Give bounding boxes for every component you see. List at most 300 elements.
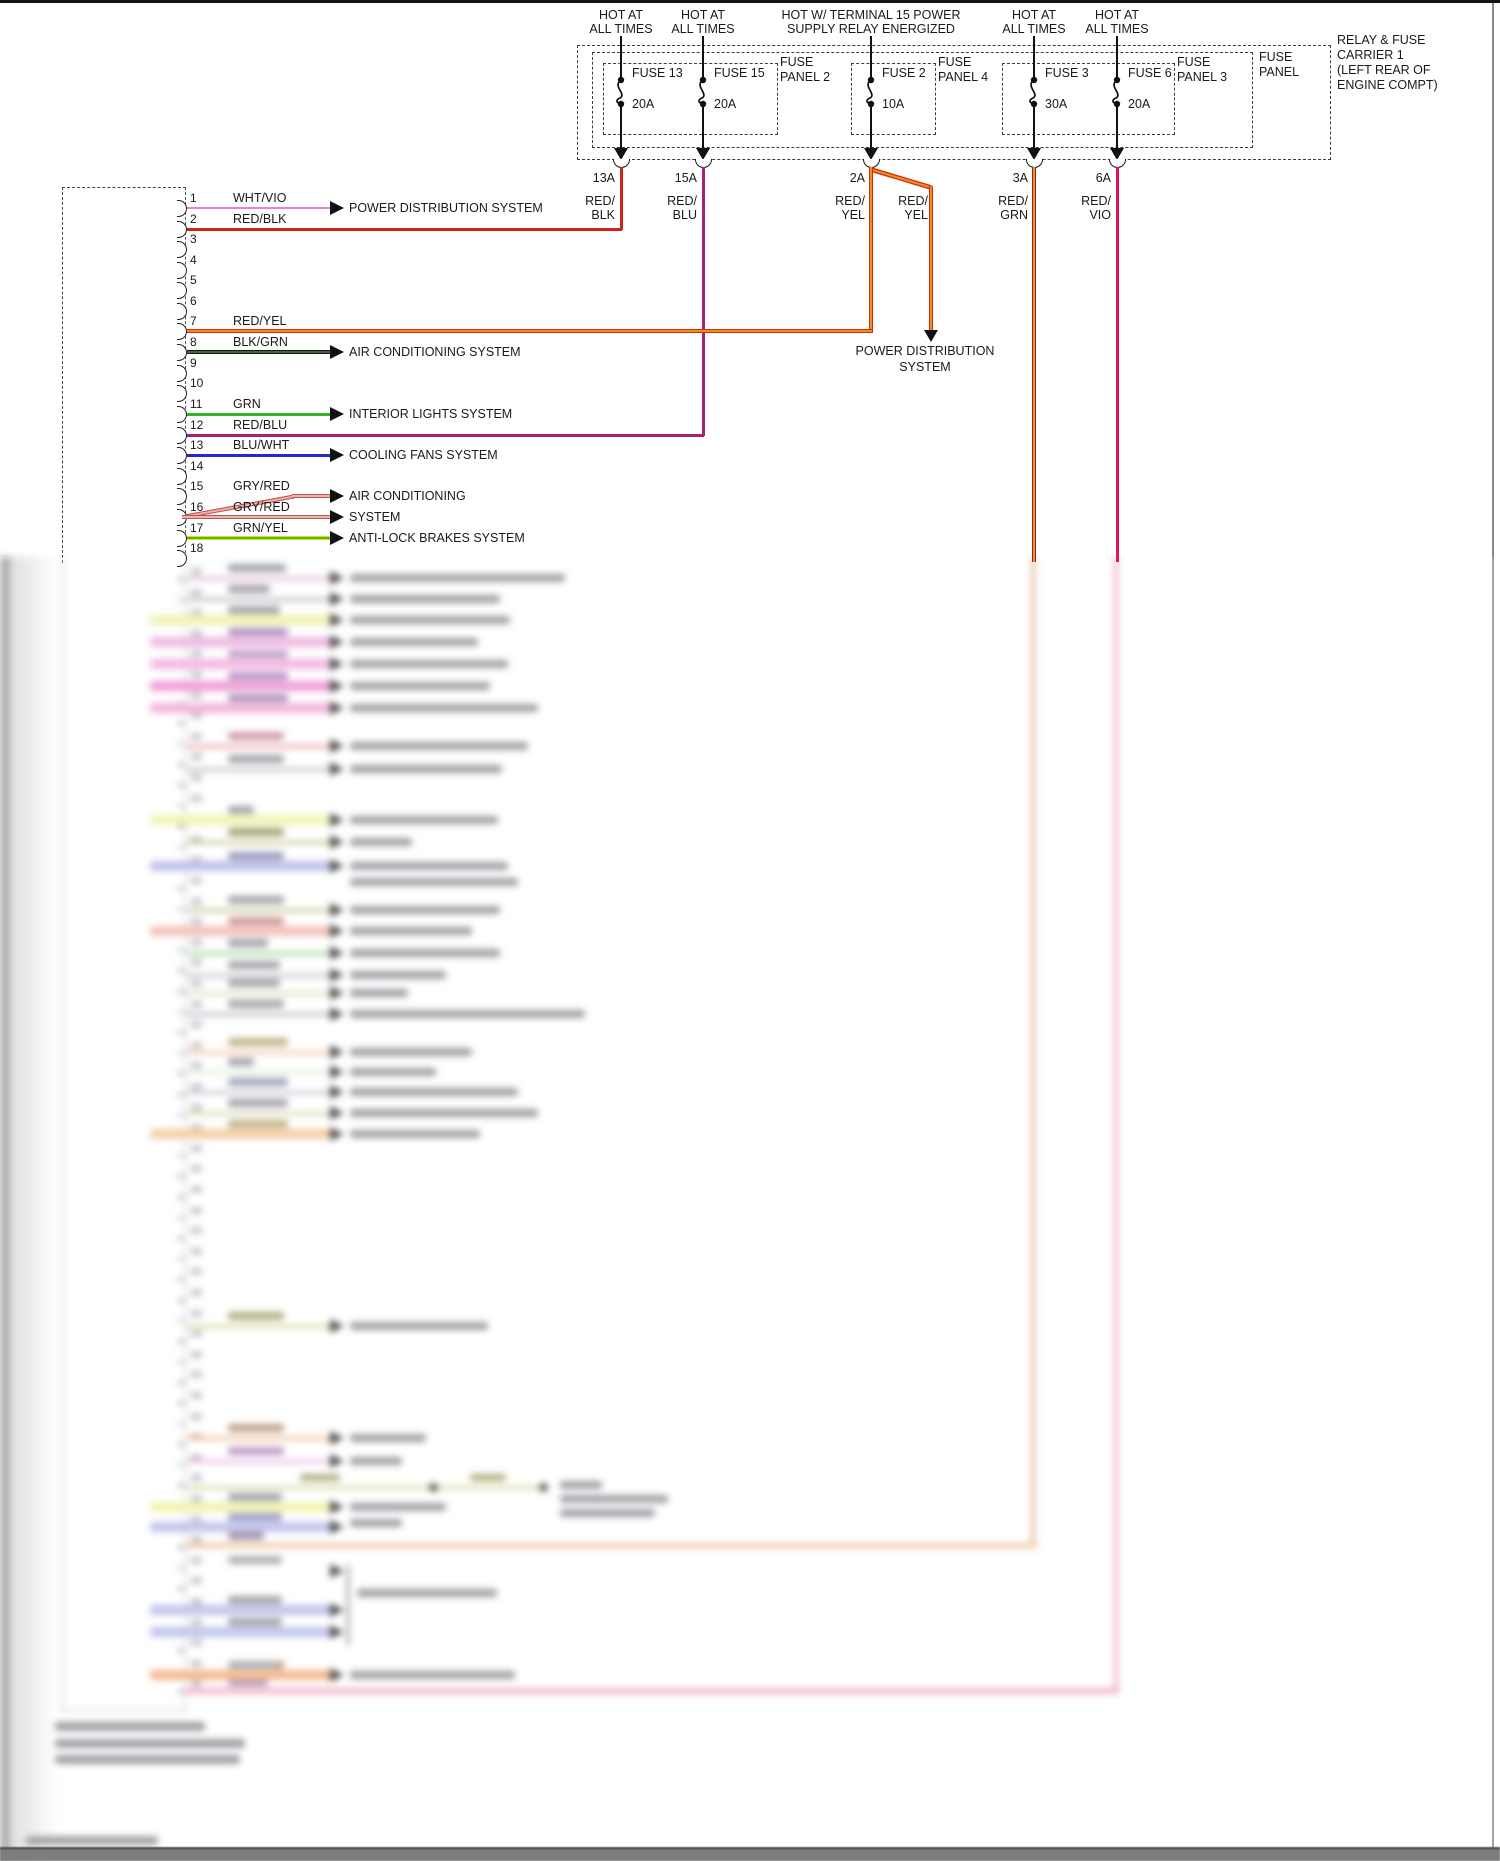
blurred-system-arrow — [330, 739, 344, 753]
blurred-pin-number — [191, 898, 202, 905]
blurred-wire-label — [228, 1099, 288, 1107]
blurred-wire-label — [228, 1493, 282, 1501]
fuse-lead — [1116, 105, 1118, 149]
wire-red-blk — [187, 228, 622, 231]
blurred-wire — [187, 992, 333, 995]
blurred-system-text — [350, 704, 538, 712]
blurred-pin-number — [191, 939, 202, 946]
blurred-junction-wire — [187, 1486, 543, 1489]
blurred-pin-tick — [177, 1175, 186, 1178]
sub-panel-label: FUSE — [780, 55, 814, 69]
system-target: POWER DISTRIBUTION SYSTEM — [349, 201, 543, 215]
blurred-wire-label — [228, 828, 284, 836]
blurred-wire — [187, 1051, 333, 1054]
blurred-wire-label — [228, 1312, 284, 1320]
pin-number: 5 — [190, 273, 197, 287]
hot-label: HOT W/ TERMINAL 15 POWER — [781, 8, 961, 22]
fuse-lead — [870, 105, 872, 149]
blurred-wire-band — [150, 659, 333, 669]
blurred-junction-text — [560, 1495, 668, 1503]
blurred-system-arrow — [330, 701, 344, 715]
blurred-pin-tick — [177, 1649, 186, 1652]
feed-amp: 6A — [1095, 171, 1111, 185]
blurred-system-text — [350, 1457, 402, 1465]
blurred-pin-number — [191, 1639, 202, 1646]
blurred-pin-number — [191, 1330, 202, 1337]
pin-number: 15 — [190, 479, 204, 493]
blurred-pin-number — [191, 1289, 202, 1296]
blurred-system-text — [350, 927, 472, 935]
top-border — [0, 0, 1500, 3]
blurred-system-arrow — [330, 1454, 344, 1468]
blurred-system-arrow — [330, 1045, 344, 1059]
blurred-footer-text — [55, 1722, 205, 1731]
pin-number: 17 — [190, 521, 204, 535]
wire-red-blu — [187, 434, 704, 437]
blurred-system-arrow — [330, 657, 344, 671]
fuse-lead — [620, 105, 622, 149]
blurred-system-text — [350, 1671, 515, 1679]
blurred-system-text — [350, 1109, 538, 1117]
blurred-pin-number — [191, 1557, 202, 1564]
fuse-lead — [620, 36, 622, 78]
blurred-system-text — [350, 906, 500, 914]
blurred-wire-label — [228, 1424, 284, 1432]
fuse-name: FUSE 6 — [1128, 66, 1172, 80]
pin-number: 6 — [190, 294, 197, 308]
blurred-pin-tick — [177, 1237, 186, 1240]
wire-red-blu — [702, 167, 705, 436]
blurred-wire-band — [150, 637, 333, 647]
blurred-wire-label — [228, 917, 284, 925]
blurred-wire-label — [228, 1556, 282, 1564]
blurred-wire-label — [228, 585, 270, 593]
blurred-system-arrow — [330, 762, 344, 776]
blurred-wire-label — [228, 606, 280, 614]
blurred-pin-tick — [177, 1340, 186, 1343]
blurred-system-text — [350, 989, 408, 997]
wire-red-yel — [869, 167, 873, 333]
blurred-system-arrow — [330, 924, 344, 938]
branch-arrow-down — [924, 330, 938, 342]
blurred-wire-label — [228, 896, 284, 904]
blurred-system-arrow — [330, 813, 344, 827]
blurred-pin-tick — [177, 1093, 186, 1096]
blurred-wire — [187, 1112, 333, 1115]
blurred-pin-number — [191, 1104, 202, 1111]
blurred-system-arrow — [330, 946, 344, 960]
system-arrow — [330, 407, 344, 421]
branch-wire-label: RED/ — [898, 194, 928, 208]
feed-wire-label: RED/ — [1081, 194, 1111, 208]
blurred-pin-tick — [177, 599, 186, 602]
blurred-pin-tick — [177, 825, 186, 828]
blurred-wire-label — [228, 852, 284, 860]
blurred-wire — [187, 841, 333, 844]
blurred-pin-number — [191, 1371, 202, 1378]
branch-target-line2: SYSTEM — [899, 360, 951, 374]
feed-wire-label: RED/ — [667, 194, 697, 208]
wire-gry-red — [182, 515, 331, 519]
blurred-junction-label — [470, 1474, 506, 1481]
blurred-pin-number — [191, 1660, 202, 1667]
system-target: AIR CONDITIONING SYSTEM — [349, 345, 521, 359]
blurred-pin-tick — [177, 949, 186, 952]
sub-panel-label: PANEL 4 — [938, 70, 989, 84]
hot-label: SUPPLY RELAY ENERGIZED — [787, 22, 955, 36]
blurred-wire-band — [150, 1129, 333, 1139]
blurred-wire-label — [228, 961, 280, 969]
blurred-wire-band — [150, 815, 333, 825]
blurred-pin-tick — [177, 1031, 186, 1034]
pin-number: 14 — [190, 459, 204, 473]
hot-label: HOT AT — [681, 8, 725, 22]
blurred-wire-label — [228, 1513, 282, 1521]
blurred-pin-number — [191, 630, 202, 637]
blurred-system-text — [350, 1010, 585, 1018]
pin-wire-label: BLK/GRN — [233, 335, 288, 349]
blurred-system-arrow — [330, 1500, 344, 1514]
blurred-wire-label — [228, 1120, 288, 1128]
blurred-wire-label — [228, 755, 284, 763]
blurred-watermark — [26, 1836, 158, 1845]
fuse-amp: 20A — [632, 97, 655, 111]
blurred-brace-arrow — [330, 1564, 344, 1578]
blurred-pin-number — [191, 1413, 202, 1420]
blurred-wire-band — [150, 861, 333, 871]
fuse-name: FUSE 2 — [882, 66, 926, 80]
blurred-system-text — [350, 971, 446, 979]
blurred-pin-number — [191, 1495, 202, 1502]
blurred-system-text — [350, 682, 490, 690]
blurred-pin-tick — [177, 722, 186, 725]
blurred-wire-label — [228, 1596, 282, 1604]
blurred-pin-tick — [177, 1217, 186, 1220]
blurred-pin-tick — [177, 784, 186, 787]
system-arrow — [330, 510, 344, 524]
blurred-junction-dot — [429, 1483, 438, 1492]
wire-grn-yel — [187, 536, 331, 540]
blurred-wire-label — [228, 1078, 288, 1086]
blurred-brace-line — [347, 1565, 349, 1645]
blurred-pin-tick — [177, 1320, 186, 1323]
blurred-pin-number — [191, 712, 202, 719]
blurred-pin-number — [191, 589, 202, 596]
blurred-system-text — [350, 595, 500, 603]
blurred-pin-number — [191, 959, 202, 966]
blurred-wire-label — [228, 564, 286, 572]
blurred-pin-number — [191, 877, 202, 884]
wire-blk-grn — [187, 350, 331, 354]
blurred-wire-label — [228, 628, 288, 636]
blurred-system-text — [350, 862, 508, 870]
branch-wire-label: YEL — [904, 208, 928, 222]
blurred-system-text — [350, 1088, 518, 1096]
blurred-pin-tick — [177, 1423, 186, 1426]
blurred-pin-number — [191, 733, 202, 740]
feed-wire-label: RED/ — [835, 194, 865, 208]
blurred-system-text — [350, 1068, 436, 1076]
pin-number: 12 — [190, 418, 204, 432]
blurred-pin-tick — [177, 908, 186, 911]
fuse-lead — [702, 105, 704, 149]
fuse-name: FUSE 3 — [1045, 66, 1089, 80]
blurred-junction-dot — [539, 1483, 548, 1492]
pin-number: 9 — [190, 356, 197, 370]
blurred-pin-number — [191, 774, 202, 781]
blurred-feed-vertical — [1031, 557, 1035, 1548]
carrier-title-line3: (LEFT REAR OF — [1337, 63, 1431, 77]
pin-wire-label: RED/YEL — [233, 314, 287, 328]
blurred-wire-label — [228, 806, 254, 814]
blurred-system-text — [350, 616, 510, 624]
sub-panel-label: PANEL 2 — [780, 70, 831, 84]
blurred-pin-tick — [177, 969, 186, 972]
wire-red-yel — [929, 186, 933, 332]
blurred-system-arrow — [330, 1603, 344, 1617]
feed-wire-label: VIO — [1089, 208, 1111, 222]
feed-wire-label: GRN — [1000, 208, 1028, 222]
blurred-pin-tick — [177, 743, 186, 746]
system-target: SYSTEM — [349, 510, 401, 524]
blurred-wire-label — [228, 1661, 278, 1669]
blurred-wire — [187, 577, 333, 580]
blurred-system-text — [350, 1503, 446, 1511]
blurred-system-arrow — [330, 679, 344, 693]
blurred-system-arrow — [330, 903, 344, 917]
blurred-pin-tick — [177, 1114, 186, 1117]
blurred-feed-vertical — [1114, 557, 1118, 1694]
blurred-pin-tick — [177, 1443, 186, 1446]
blurred-system-arrow — [330, 859, 344, 873]
feed-wire-label: RED/ — [585, 194, 615, 208]
blurred-wire-label — [228, 732, 284, 740]
blurred-pin-number — [191, 1042, 202, 1049]
wire-red-yel — [187, 329, 872, 333]
blurred-wire — [187, 598, 333, 601]
pin-wire-label: GRY/RED — [233, 500, 290, 514]
blurred-wire-label — [228, 979, 280, 987]
fuse-amp: 20A — [714, 97, 737, 111]
blurred-pin-tick — [177, 1361, 186, 1364]
blurred-wire-band — [150, 1627, 333, 1637]
blurred-pin-number — [191, 1351, 202, 1358]
blurred-pin-tick — [177, 1464, 186, 1467]
system-target: INTERIOR LIGHTS SYSTEM — [349, 407, 513, 421]
carrier-title-line4: ENGINE COMPT) — [1337, 78, 1438, 92]
blurred-wire-label — [228, 1038, 288, 1046]
blurred-wire-label — [228, 1058, 254, 1066]
blurred-pin-tick — [177, 1484, 186, 1487]
blurred-pin-tick — [177, 1011, 186, 1014]
blurred-pin-number — [191, 1248, 202, 1255]
blurred-system-text — [350, 1130, 480, 1138]
left-page-edge — [0, 557, 10, 1861]
pin-number: 16 — [190, 500, 204, 514]
hot-label: ALL TIMES — [1085, 22, 1149, 36]
wire-red-grn — [1032, 167, 1036, 562]
blurred-pin-tick — [177, 1258, 186, 1261]
blurred-system-arrow — [330, 835, 344, 849]
blurred-wire-label — [228, 694, 288, 702]
system-target: ANTI-LOCK BRAKES SYSTEM — [349, 531, 525, 545]
feed-amp: 15A — [674, 171, 697, 185]
system-target: AIR CONDITIONING — [349, 489, 466, 503]
blurred-pin-number — [191, 1186, 202, 1193]
blurred-wire — [187, 1091, 333, 1094]
system-arrow — [330, 345, 344, 359]
pin-number: 4 — [190, 253, 197, 267]
pin-number: 3 — [190, 232, 197, 246]
fuse-panel-label-line1: FUSE — [1259, 50, 1293, 64]
blurred-footer-text — [55, 1755, 240, 1764]
blurred-wire — [187, 745, 333, 748]
fuse-name: FUSE 15 — [714, 66, 765, 80]
pin-number: 13 — [190, 438, 204, 452]
blurred-system-arrow — [330, 1065, 344, 1079]
fuse-name: FUSE 13 — [632, 66, 683, 80]
sub-panel-label: PANEL 3 — [1177, 70, 1228, 84]
blurred-pin-number — [191, 1165, 202, 1172]
pin-wire-label: GRY/RED — [233, 479, 290, 493]
feed-amp: 13A — [592, 171, 615, 185]
blurred-pin-tick — [177, 1052, 186, 1055]
blurred-pin-number — [191, 1474, 202, 1481]
blurred-wire-band — [150, 926, 333, 936]
blurred-wire-band — [150, 615, 333, 625]
blurred-pin-tick — [177, 1402, 186, 1405]
pin-wire-label: BLU/WHT — [233, 438, 290, 452]
blurred-pin-number — [191, 795, 202, 802]
blurred-pin-tick — [177, 990, 186, 993]
carrier-title-line2: CARRIER 1 — [1337, 48, 1404, 62]
blurred-pin-number — [191, 650, 202, 657]
feed-wire-label: YEL — [841, 208, 865, 222]
blurred-pin-number — [191, 568, 202, 575]
blurred-system-text — [350, 838, 412, 846]
hot-label: HOT AT — [1095, 8, 1139, 22]
blurred-return-line — [185, 1543, 1037, 1548]
blurred-pin-tick — [177, 578, 186, 581]
pin-number: 11 — [190, 397, 203, 411]
blurred-pin-tick — [177, 1155, 186, 1158]
blurred-pin-tick — [177, 1299, 186, 1302]
blurred-system-arrow — [330, 635, 344, 649]
blurred-system-arrow — [330, 1127, 344, 1141]
blurred-pin-number — [191, 1680, 202, 1687]
blurred-pin-number — [191, 1227, 202, 1234]
blurred-system-arrow — [330, 571, 344, 585]
blurred-system-arrow — [330, 1319, 344, 1333]
blurred-pin-number — [191, 1598, 202, 1605]
carrier-title-line1: RELAY & FUSE — [1337, 33, 1426, 47]
hot-label: HOT AT — [599, 8, 643, 22]
blurred-pin-number — [191, 1392, 202, 1399]
system-target: COOLING FANS SYSTEM — [349, 448, 498, 462]
pin-number: 8 — [190, 335, 197, 349]
blurred-system-text — [350, 660, 508, 668]
blurred-pin-tick — [177, 805, 186, 808]
bottom-window-bar — [0, 1847, 1500, 1861]
sub-panel-label: FUSE — [1177, 55, 1211, 69]
blurred-footer-text — [55, 1739, 245, 1748]
blurred-system-arrow — [330, 1085, 344, 1099]
blurred-wire-label — [228, 1447, 284, 1455]
sub-panel-label: FUSE — [938, 55, 972, 69]
blurred-system-arrow — [330, 1668, 344, 1682]
wire-wht-vio — [187, 207, 331, 210]
blurred-pin-number — [191, 1268, 202, 1275]
feed-amp: 3A — [1012, 171, 1028, 185]
blurred-pin-tick — [177, 887, 186, 890]
fuse-lead — [1116, 36, 1118, 78]
blurred-pin-tick — [177, 1567, 186, 1570]
blurred-wire-label — [228, 1618, 282, 1626]
blurred-wire — [187, 1071, 333, 1074]
system-arrow — [330, 201, 344, 215]
blurred-system-arrow — [330, 592, 344, 606]
blurred-pin-number — [191, 1310, 202, 1317]
blurred-system-arrow — [330, 968, 344, 982]
pin-wire-label: RED/BLK — [233, 212, 287, 226]
blurred-wire-label — [228, 650, 288, 658]
blurred-wire — [187, 1013, 333, 1016]
blurred-wire — [187, 768, 333, 771]
pin-number: 2 — [190, 212, 197, 226]
blurred-pin-number — [191, 671, 202, 678]
blurred-system-text2 — [350, 878, 518, 886]
pin-number: 18 — [190, 541, 204, 555]
wire-red-blk — [620, 167, 623, 230]
fuse-amp: 20A — [1128, 97, 1151, 111]
blurred-pin-number — [191, 1083, 202, 1090]
blurred-system-arrow — [330, 1431, 344, 1445]
blurred-system-arrow — [330, 613, 344, 627]
blurred-wire-label — [228, 1532, 264, 1540]
blurred-wire-band — [150, 1502, 333, 1512]
pin-number: 10 — [190, 376, 204, 390]
blurred-wire-label — [228, 672, 288, 680]
pin-number: 7 — [190, 314, 197, 328]
blurred-system-arrow — [330, 1007, 344, 1021]
wire-gry-red — [292, 494, 331, 498]
blurred-system-text — [350, 638, 478, 646]
feed-wire-label: BLU — [672, 208, 697, 222]
feed-wire-label: RED/ — [998, 194, 1028, 208]
hot-label: ALL TIMES — [1002, 22, 1066, 36]
blurred-system-text — [350, 1434, 426, 1442]
connector-box-top — [62, 187, 186, 563]
blurred-wire-label — [228, 1000, 284, 1008]
branch-target-line1: POWER DISTRIBUTION — [855, 344, 995, 358]
left-page-edge-fade — [10, 557, 56, 1861]
blurred-wire — [187, 974, 333, 977]
feed-amp: 2A — [849, 171, 865, 185]
blurred-pin-tick — [177, 846, 186, 849]
system-arrow — [330, 489, 344, 503]
fuse-lead — [1033, 105, 1035, 149]
blurred-system-arrow — [330, 986, 344, 1000]
blurred-junction-text — [560, 1509, 655, 1517]
blurred-pin-tick — [177, 1381, 186, 1384]
blurred-pin-tick — [177, 763, 186, 766]
blurred-system-text — [350, 949, 500, 957]
fuse-lead — [702, 36, 704, 78]
feed-wire-label: BLK — [591, 208, 615, 222]
blurred-pin-number — [191, 1207, 202, 1214]
pin-wire-label: RED/BLU — [233, 418, 288, 432]
fuse-lead — [1033, 36, 1035, 78]
